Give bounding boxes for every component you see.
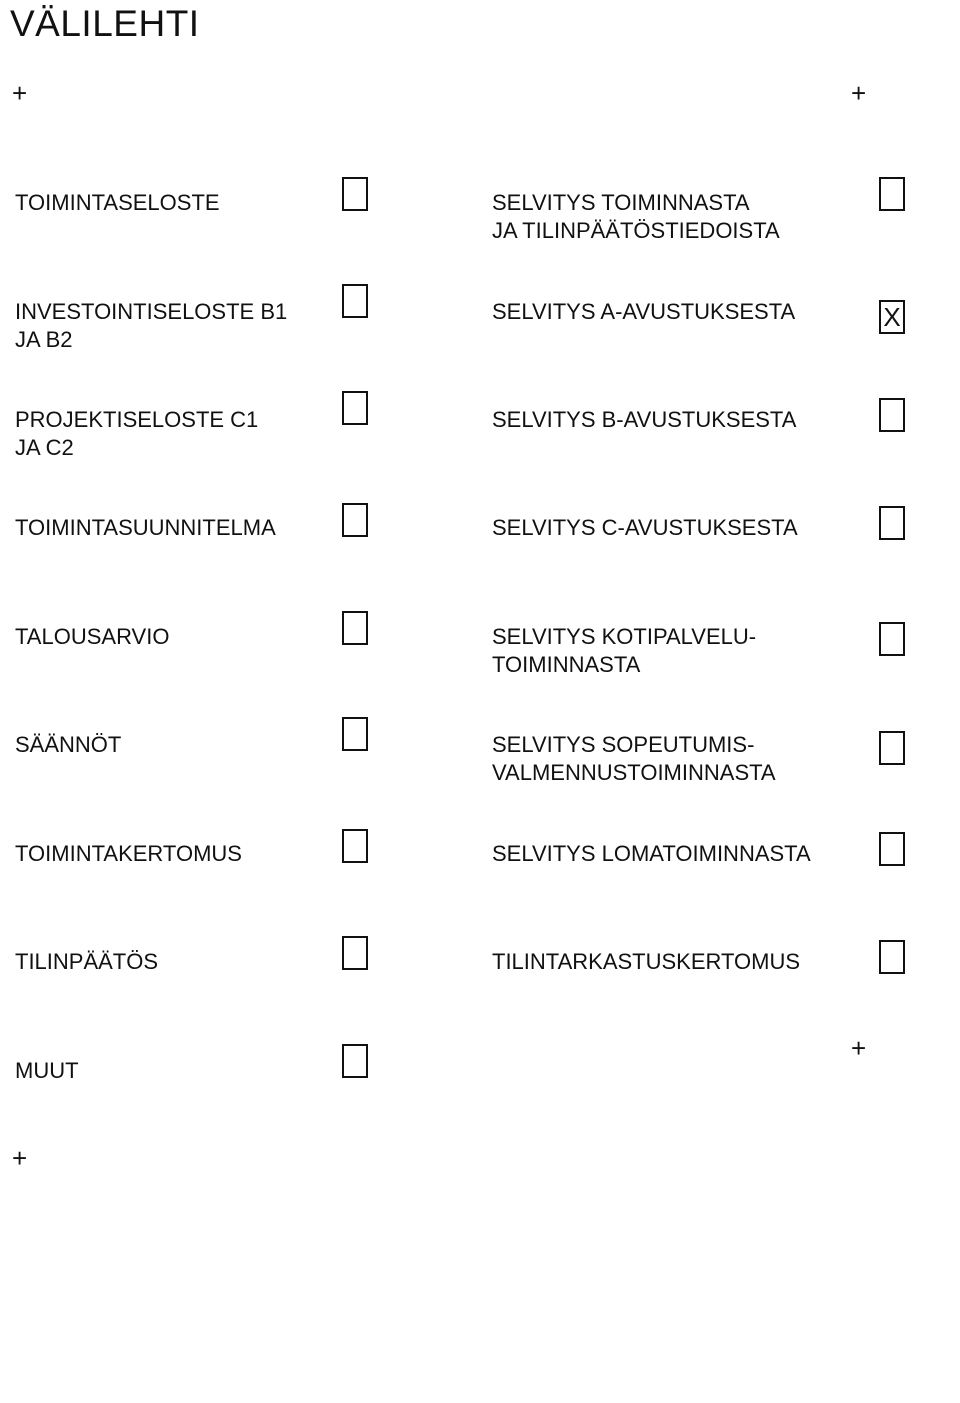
checkbox-selvitys-a-avustuksesta[interactable] (879, 300, 905, 334)
label-saannot: SÄÄNNÖT (15, 732, 122, 757)
label-selvitys-kotipalvelutoiminnasta: SELVITYS KOTIPALVELU- TOIMINNASTA (492, 624, 757, 677)
checkbox-investointiseloste[interactable] (342, 284, 368, 318)
checkbox-muut[interactable] (342, 1044, 368, 1078)
registration-mark-top-right: + (851, 78, 867, 108)
label-selvitys-toiminnasta: SELVITYS TOIMINNASTA JA TILINPÄÄTÖSTIEDOISTA (492, 190, 780, 243)
registration-mark-top-left: + (12, 78, 28, 108)
label-selvitys-lomatoiminnasta: SELVITYS LOMATOIMINNASTA (492, 841, 811, 866)
checkbox-toimintaseloste[interactable] (342, 177, 368, 211)
checkbox-tilinpaatos[interactable] (342, 936, 368, 970)
label-tilinpaatos: TILINPÄÄTÖS (15, 949, 159, 974)
checkbox-selvitys-b-avustuksesta[interactable] (879, 398, 905, 432)
label-selvitys-c-avustuksesta: SELVITYS C-AVUSTUKSESTA (492, 515, 798, 540)
label-tilintarkastuskertomus: TILINTARKASTUSKERTOMUS (492, 949, 801, 974)
page-title: VÄLILEHTI (10, 3, 200, 44)
checkbox-talousarvio[interactable] (342, 611, 368, 645)
checkbox-saannot[interactable] (342, 717, 368, 751)
label-investointiseloste: INVESTOINTISELOSTE B1 JA B2 (15, 299, 288, 352)
checkbox-selvitys-toiminnasta[interactable] (879, 177, 905, 211)
checkbox-tilintarkastuskertomus[interactable] (879, 940, 905, 974)
label-projektiseloste: PROJEKTISELOSTE C1 JA C2 (15, 407, 259, 460)
label-selvitys-sopeutumisvalmennus: SELVITYS SOPEUTUMIS- VALMENNUSTOIMINNASTA (492, 732, 776, 785)
checkbox-toimintakertomus[interactable] (342, 829, 368, 863)
checkbox-selvitys-sopeutumisvalmennus[interactable] (879, 731, 905, 765)
label-selvitys-a-avustuksesta: SELVITYS A-AVUSTUKSESTA (492, 299, 796, 324)
scan-artifact-divider (0, 1398, 960, 1400)
label-talousarvio: TALOUSARVIO (15, 624, 170, 649)
label-toimintaseloste: TOIMINTASELOSTE (15, 190, 220, 215)
checkbox-selvitys-lomatoiminnasta[interactable] (879, 832, 905, 866)
checkbox-projektiseloste[interactable] (342, 391, 368, 425)
label-toimintakertomus: TOIMINTAKERTOMUS (15, 841, 242, 866)
label-selvitys-b-avustuksesta: SELVITYS B-AVUSTUKSESTA (492, 407, 797, 432)
checkbox-selvitys-c-avustuksesta[interactable] (879, 506, 905, 540)
checkbox-selvitys-kotipalvelutoiminnasta[interactable] (879, 622, 905, 656)
registration-mark-bottom-left: + (12, 1143, 28, 1173)
label-muut: MUUT (15, 1058, 79, 1083)
label-toimintasuunnitelma: TOIMINTASUUNNITELMA (15, 515, 276, 540)
checkbox-toimintasuunnitelma[interactable] (342, 503, 368, 537)
registration-mark-right: + (851, 1033, 867, 1063)
